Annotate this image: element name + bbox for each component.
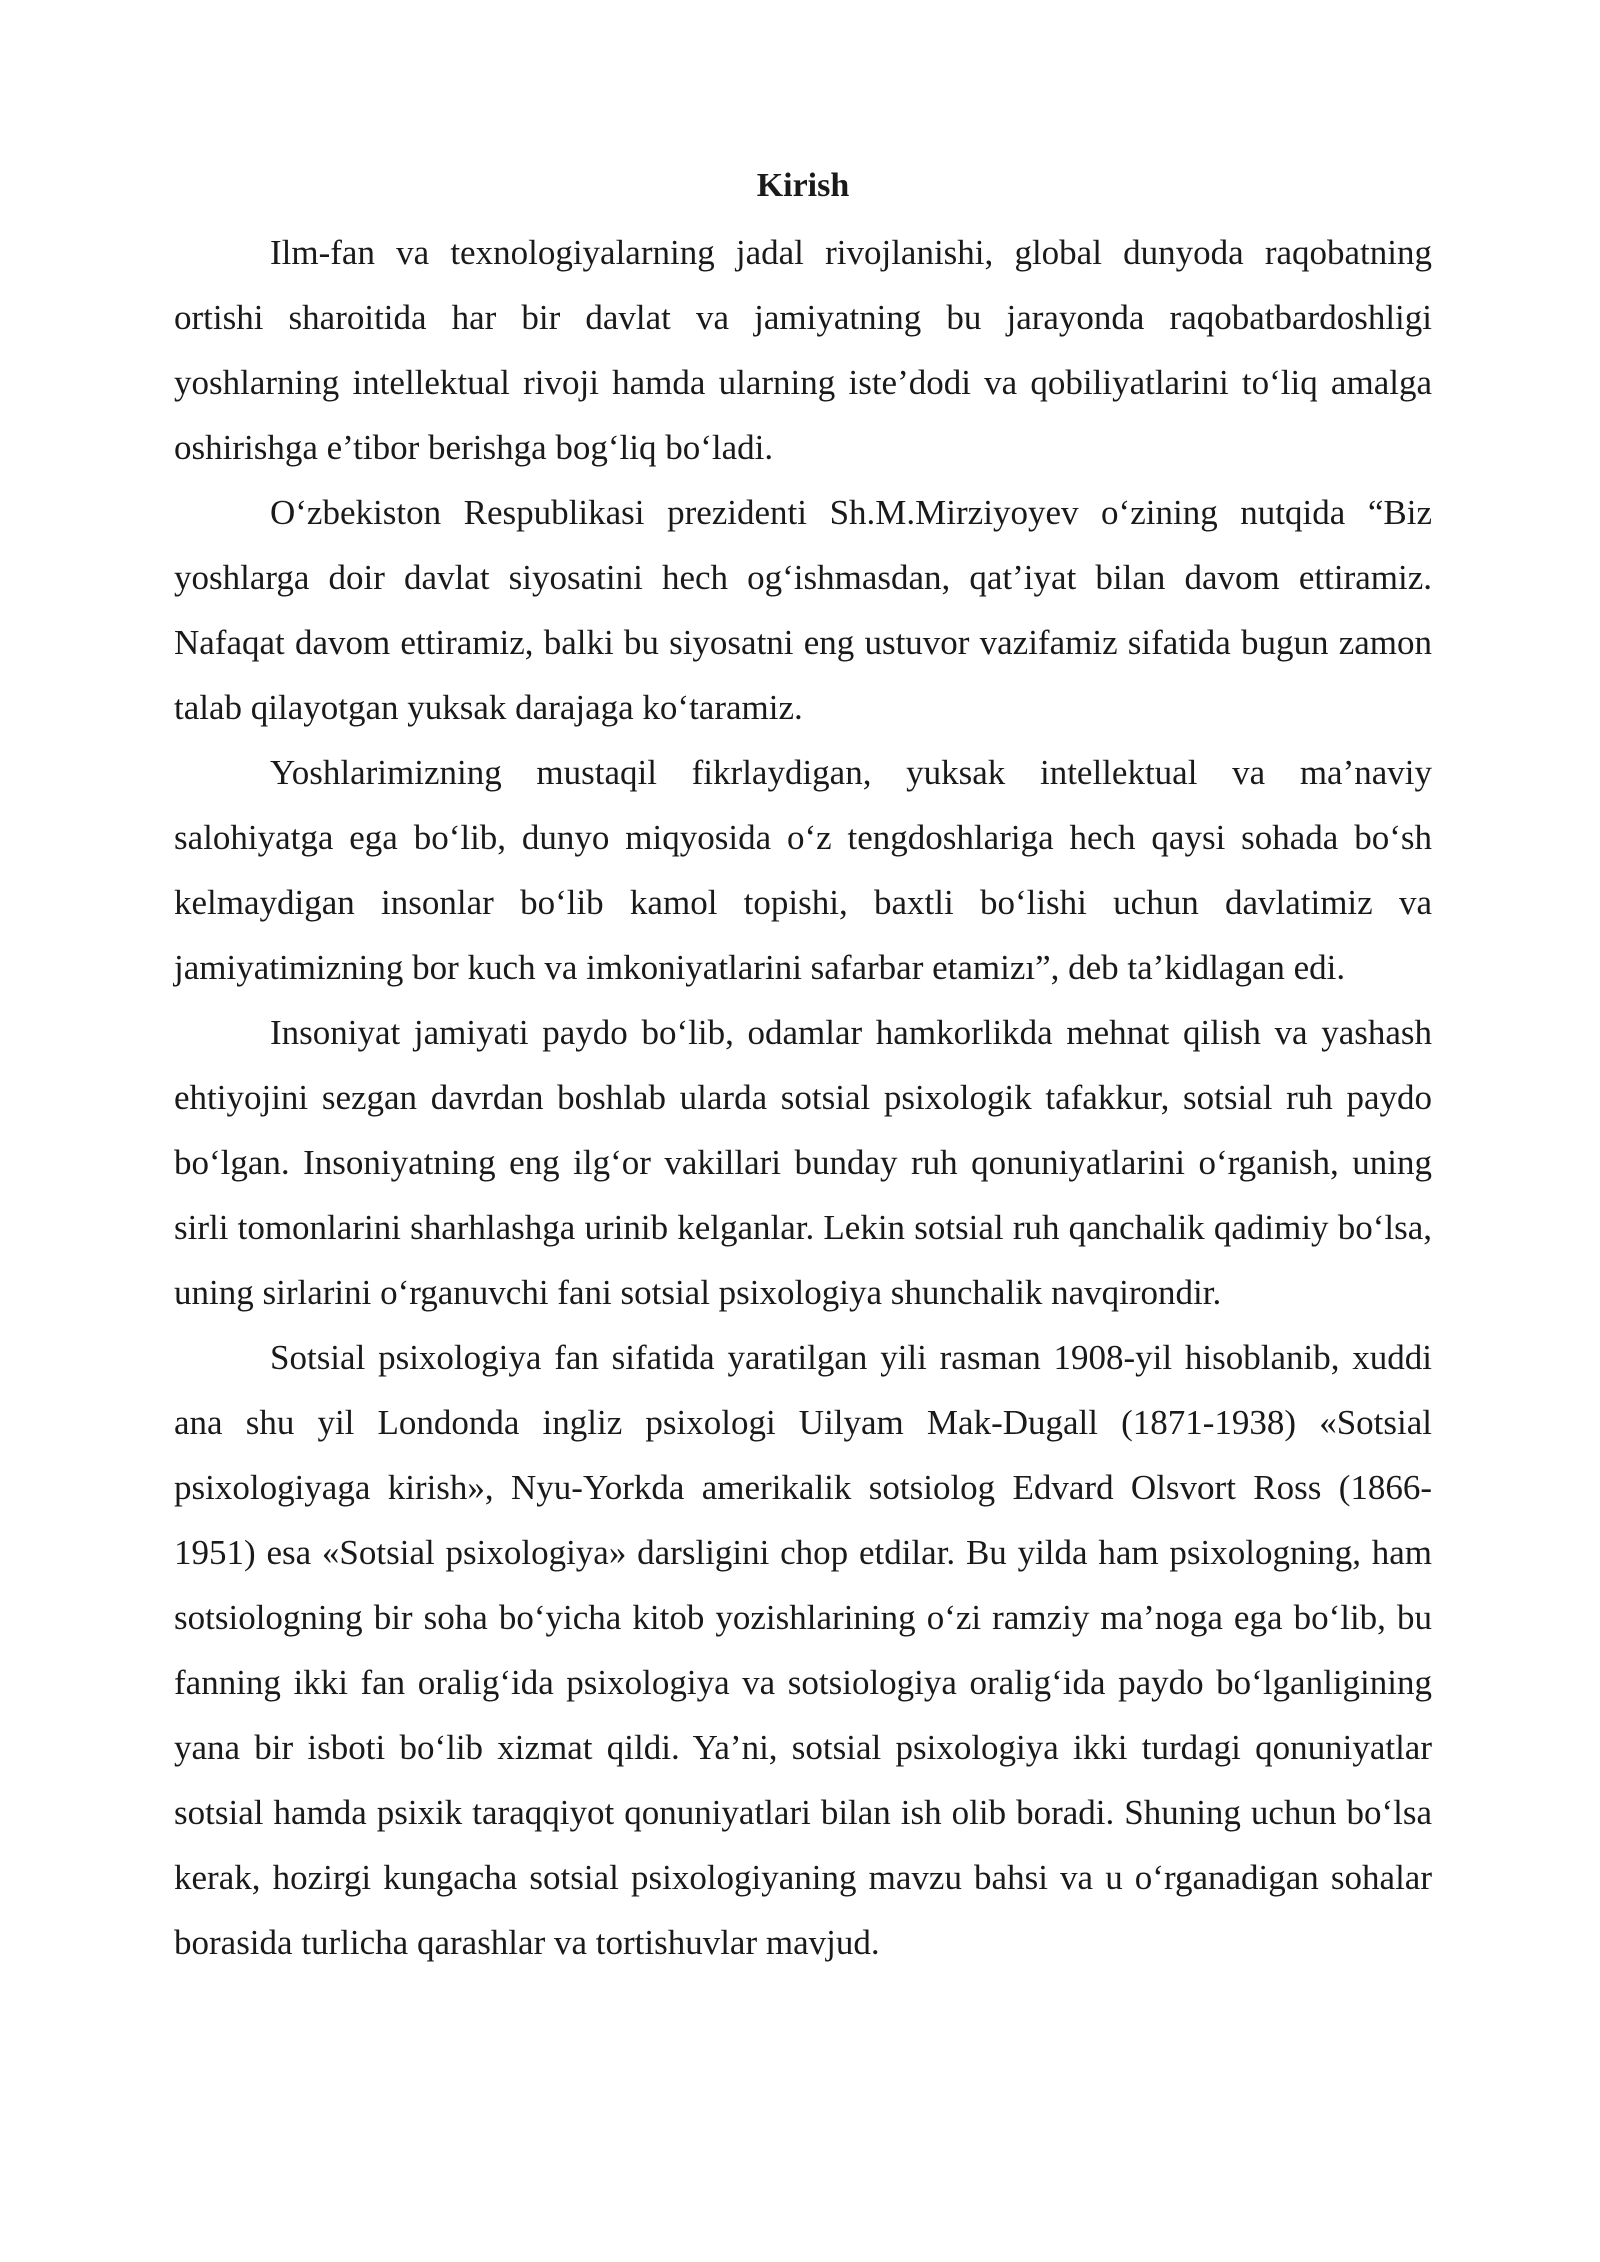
paragraph-2: O‘zbekiston Respublikasi prezidenti Sh.M.Mirziyoyev o‘zining nutqida “Biz yoshlarga doir davlat siyosatini hech og‘ishmasdan, qat’iyat bilan davom ettiramiz. Nafaqat davom ettiramiz, balki bu siyosatni eng ustuvor vazifamiz sifatida bugun zamon talab qilayotgan yuksak darajaga ko‘taramiz.	[174, 493, 1432, 727]
page-title: Kirish	[756, 167, 850, 204]
document-page	[174, 158, 1432, 1975]
paragraph-4: Insoniyat jamiyati paydo bo‘lib, odamlar hamkorlikda mehnat qilish va yashash ehtiyojini sezgan davrdan boshlab ularda sotsial psixologik tafakkur, sotsial ruh paydo bo‘lgan. Insoniyatning eng ilg‘or vakillari bunday ruh qonuniyatlarini o‘rganish, uning sirli tomonlarini sharhlashga urinib kelganlar. Lekin sotsial ruh qanchalik qadimiy bo‘lsa, uning sirlarini o‘rganuvchi fani sotsial psixologiya shunchalik navqirondir.	[174, 1013, 1432, 1312]
paragraph-5: Sotsial psixologiya fan sifatida yaratilgan yili rasman 1908-yil hisoblanib, xuddi ana shu yil Londonda ingliz psixologi Uilyam Mak-Dugall (1871-1938) «Sotsial psixologiyaga kirish», Nyu-Yorkda amerikalik sotsiolog Edvard Olsvort Ross (1866-1951) esa «Sotsial psixologiya» darsligini chop etdilar. Bu yilda ham psixologning, ham sotsiologning bir soha bo‘yicha kitob yozishlarining o‘zi ramziy ma’noga ega bo‘lib, bu fanning ikki fan oralig‘ida psixologiya va sotsiologiya oralig‘ida paydo bo‘lganligining yana bir isboti bo‘lib xizmat qildi. Ya’ni, sotsial psixologiya ikki turdagi qonuniyatlar sotsial hamda psixik taraqqiyot qonuniyatlari bilan ish olib boradi. Shuning uchun bo‘lsa kerak, hozirgi kungacha sotsial psixologiyaning mavzu bahsi va u o‘rganadigan sohalar borasida turlicha qarashlar va tortishuvlar mavjud.	[174, 1338, 1432, 1962]
paragraph-3: Yoshlarimizning mustaqil fikrlaydigan, yuksak intellektual va ma’naviy salohiyatga ega bo‘lib, dunyo miqyosida o‘z tengdoshlariga hech qaysi sohada bo‘sh kelmaydigan insonlar bo‘lib kamol topishi, baxtli bo‘lishi uchun davlatimiz va jamiyatimizning bor kuch va imkoniyatlarini safarbar etamizı”, deb ta’kidlagan edi.	[174, 753, 1432, 987]
paragraph-1: Ilm-fan va texnologiyalarning jadal rivojlanishi, global dunyoda raqobatning ortishi sharoitida har bir davlat va jamiyatning bu jarayonda raqobatbardoshligi yoshlarning intellektual rivoji hamda ularning iste’dodi va qobiliyatlarini to‘liq amalga oshirishga e’tibor berishga bog‘liq bo‘ladi.	[174, 233, 1432, 467]
